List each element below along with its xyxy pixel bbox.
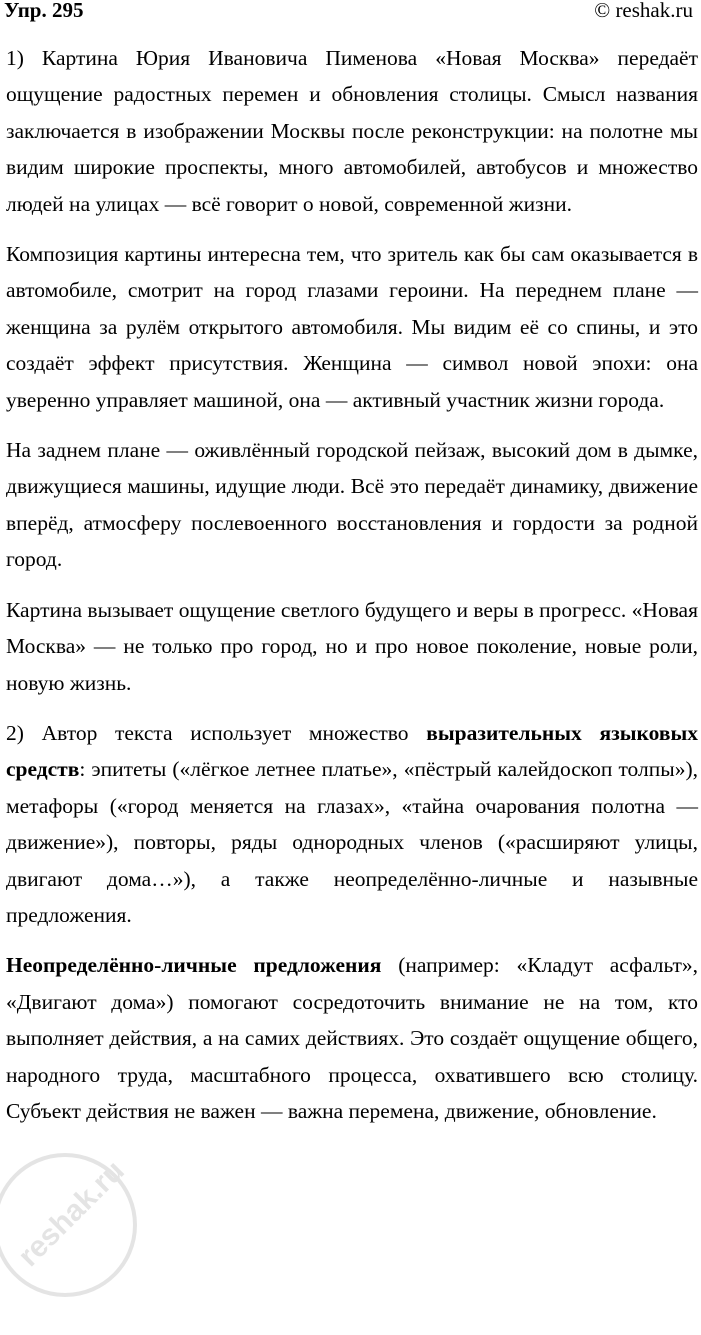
paragraph-6-end: (например: «Кладут асфальт», «Двигают дома») помогают сосредоточить внимание не на том, кто выполняет действия, а на самих действиях. Это создаёт ощущение общего, народного труда, масштабного процесса, охватившего всю столицу. Субъект действия не важен — важна перемена, движение, обновление. [6,953,698,1123]
paragraph-5-bold-term: выразительных языковых средств [6,720,698,782]
paragraph-5 [6,715,698,933]
paragraph-3: На заднем плане — оживлённый городской пейзаж, высокий дом в дымке, движущиеся машины, идущие люди. Всё это передаёт динамику, движение вперёд, атмосферу послевоенного восстановления и гордости за родной город. [6,438,698,572]
paragraph-4: Картина вызывает ощущение светлого будущего и веры в прогресс. «Новая Москва» — не только про город, но и про новое поколение, новые роли, новую жизнь. [6,597,698,695]
watermark-logo [0,1119,171,1331]
page-header [0,0,701,30]
paragraph-5-end: : эпитеты («лёгкое летнее платье», «пёстрый калейдоскоп толпы»), метафоры («город меняется на глазах», «тайна очарования полотна — движение»), повторы, ряды однородных членов («расширяют улицы, двигают дома…»), а также неопределённо-личные и назывные предложения. [6,757,698,927]
paragraph-6-bold-term: Неопределённо-личные предложения [6,953,382,978]
watermark-circle-icon [0,1119,171,1331]
paragraph-6 [6,947,698,1129]
paragraph-2: Композиция картины интересна тем, что зритель как бы сам оказывается в автомобиле, смотрит на город глазами героини. На переднем плане — женщина за рулём открытого автомобиля. Мы видим её со спины, и это создаёт эффект присутствия. Женщина — символ новой эпохи: она уверенно управляет машиной, она — активный участник жизни города. [6,242,698,412]
paragraph-5-start: 2) Автор текста использует множество [6,720,427,745]
paragraph-1: 1) Картина Юрия Ивановича Пименова «Новая Москва» передаёт ощущение радостных перемен и обновления столицы. Смысл названия заключается в изображении Москвы после реконструкции: на полотне мы видим широкие проспекты, много автомобилей, автобусов и множество людей на улицах — всё говорит о новой, современной жизни. [6,46,698,216]
exercise-number: Упр. 295 [4,0,84,22]
watermark-text: reshak.ru [11,1154,131,1274]
site-credit: © reshak.ru [594,0,693,22]
answer-text [6,40,698,1143]
